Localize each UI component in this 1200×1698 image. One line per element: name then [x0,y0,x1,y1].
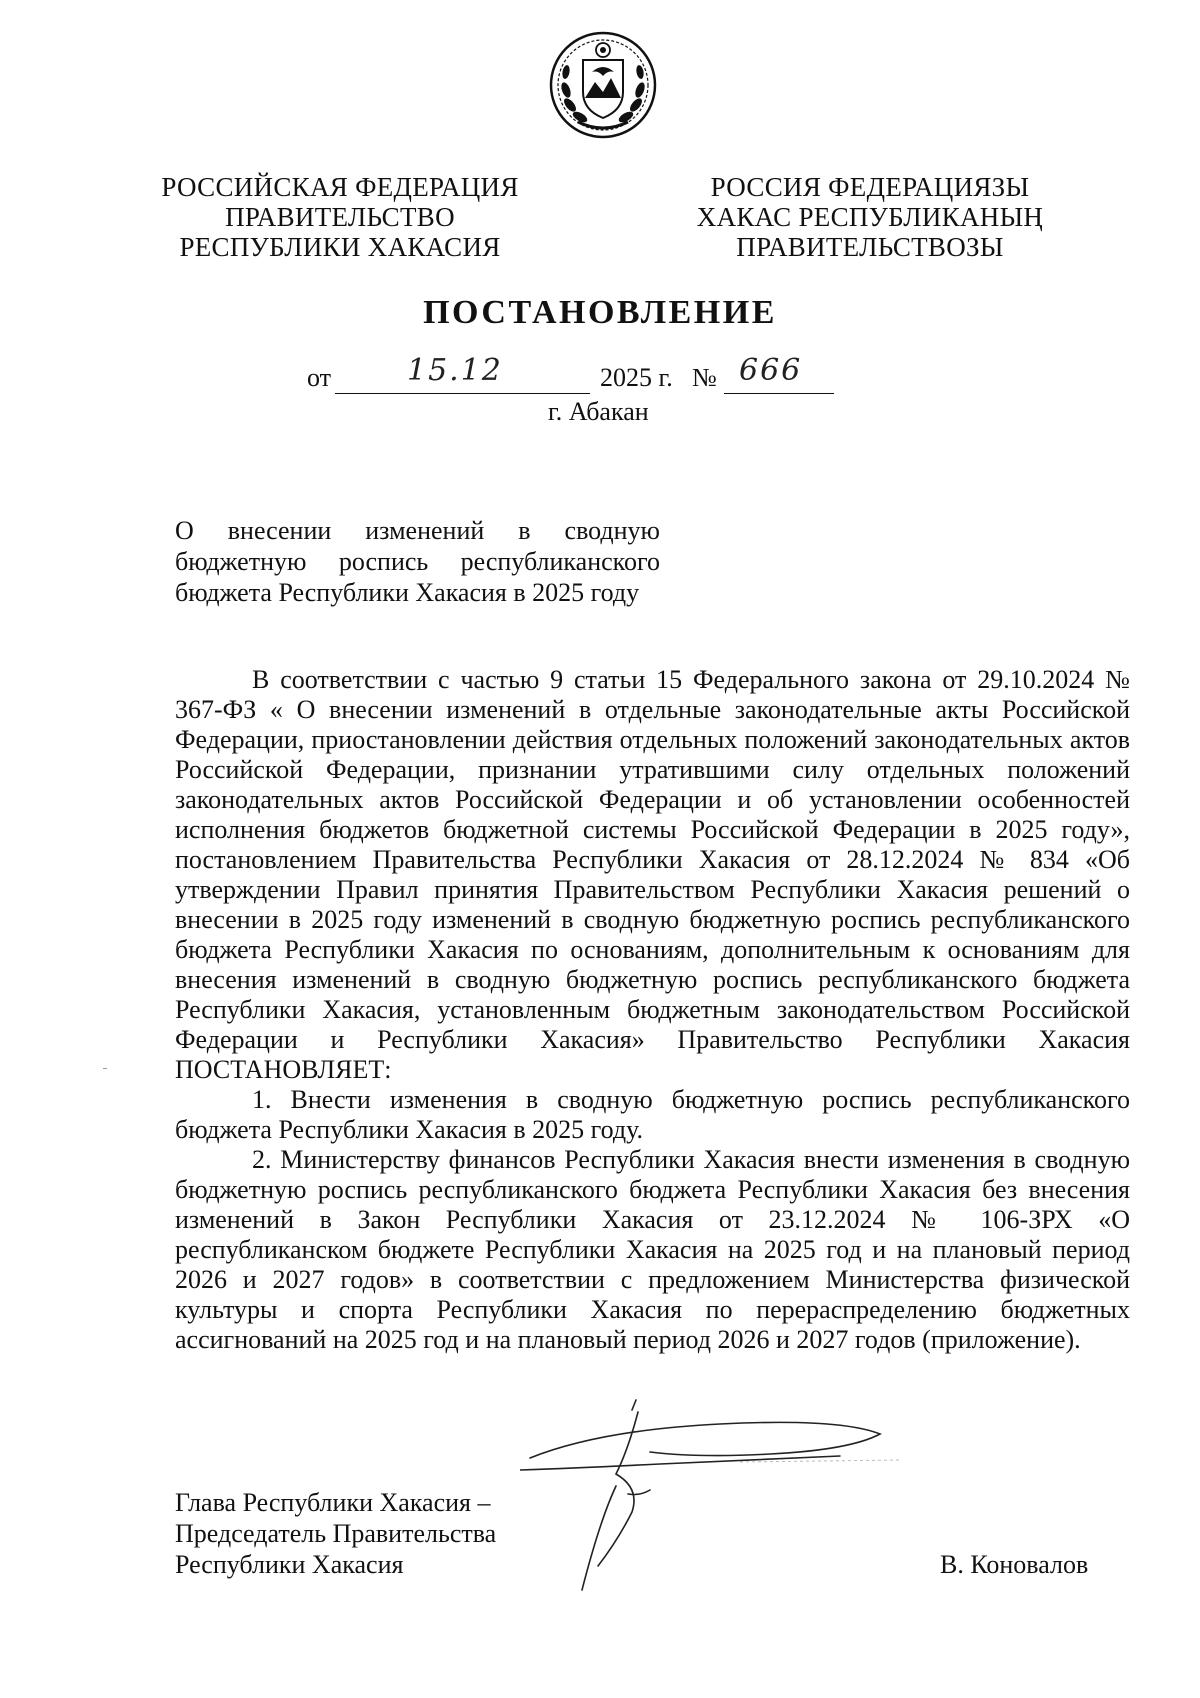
coat-of-arms-icon [548,30,658,140]
signer-position-line-2: Председатель Правительства [175,1519,497,1548]
date-underline [335,393,590,394]
number-underline [724,393,834,394]
document-type-title: ПОСТАНОВЛЕНИЕ [423,294,777,331]
scan-artifact [103,1068,107,1069]
signer-position-line-3: Республики Хакасия [175,1550,404,1579]
header-left-line-1: РОССИЙСКАЯ ФЕДЕРАЦИЯ [161,172,519,202]
header-right-line-1: РОССИЯ ФЕДЕРАЦИЯЗЫ [710,172,1030,202]
header-right-line-2: ХАКАС РЕСПУБЛИКАНЫҢ [696,202,1044,232]
header-left-block [160,172,520,262]
header-right-line-3: ПРАВИТЕЛЬСТВОЗЫ [736,232,1004,262]
document-subject [175,515,660,608]
document-body [175,665,1130,1355]
handwritten-signature-icon [520,1390,940,1600]
body-paragraph-2: 1. Внести изменения в сводную бюджетную роспись республиканского бюджета Республики Хакасия в 2025 году. [175,1085,1130,1144]
subject-line-2: бюджетную роспись республиканского [175,547,660,576]
subject-line-1: О внесении изменений в сводную [175,516,660,545]
signer-name: В. Коновалов [940,1550,1089,1579]
subject-line-3: бюджета Республики Хакасия в 2025 году [175,578,640,607]
body-paragraph-3: 2. Министерству финансов Республики Хакасия внести изменения в сводную бюджетную роспись республиканского бюджета Республики Хакасия без внесения изменений в Закон Республики Хакасия от 23.12.2024 № 106-ЗРХ «О республиканском бюджете Республики Хакасия на 2025 год и на плановый период 2026 и 2027 годов» в соответствии с предложением Министерства физической культуры и спорта Республики Хакасия по перераспределению бюджетных ассигнований на 2025 год и на плановый период 2026 и 2027 годов (приложение). [175,1145,1130,1354]
body-paragraph-1: В соответствии с частью 9 статьи 15 Федерального закона от 29.10.2024 № 367-ФЗ « О внесении изменений в отдельные законодательные акты Российской Федерации, приостановлении действия отдельных положений законодательных актов Российской Федерации, признании утратившими силу отдельных положений законодательных актов Российской Федерации и об установлении особенностей исполнения бюджетов бюджетной системы Российской Федерации в 2025 году», постановлением Правительства Республики Хакасия от 28.12.2024 № 834 «Об утверждении Правил принятия Правительством Республики Хакасия решений о внесении в 2025 году изменений в сводную бюджетную роспись республиканского бюджета Республики Хакасия по основаниям, дополнительным к основаниям для внесения изменений в сводную бюджетную роспись республиканского бюджета Республики Хакасия, установленным бюджетным законодательством Российской Федерации и Республики Хакасия» Правительство Республики Хакасия ПОСТАНОВЛЯЕТ: [175,665,1130,1084]
number-label: № [692,363,717,392]
header-left-line-2: ПРАВИТЕЛЬСТВО [225,202,455,232]
signer-position [175,1487,515,1580]
city-label: г. Абакан [548,397,649,426]
date-number-row [307,353,927,397]
number-handwritten: 666 [739,353,803,388]
year-label: 2025 г. [600,363,673,392]
header-right-block [690,172,1050,262]
date-handwritten: 15.12 [407,353,503,388]
date-prefix: от [307,363,332,392]
signer-position-line-1: Глава Республики Хакасия – [175,1488,491,1517]
header-left-line-3: РЕСПУБЛИКИ ХАКАСИЯ [179,232,501,262]
